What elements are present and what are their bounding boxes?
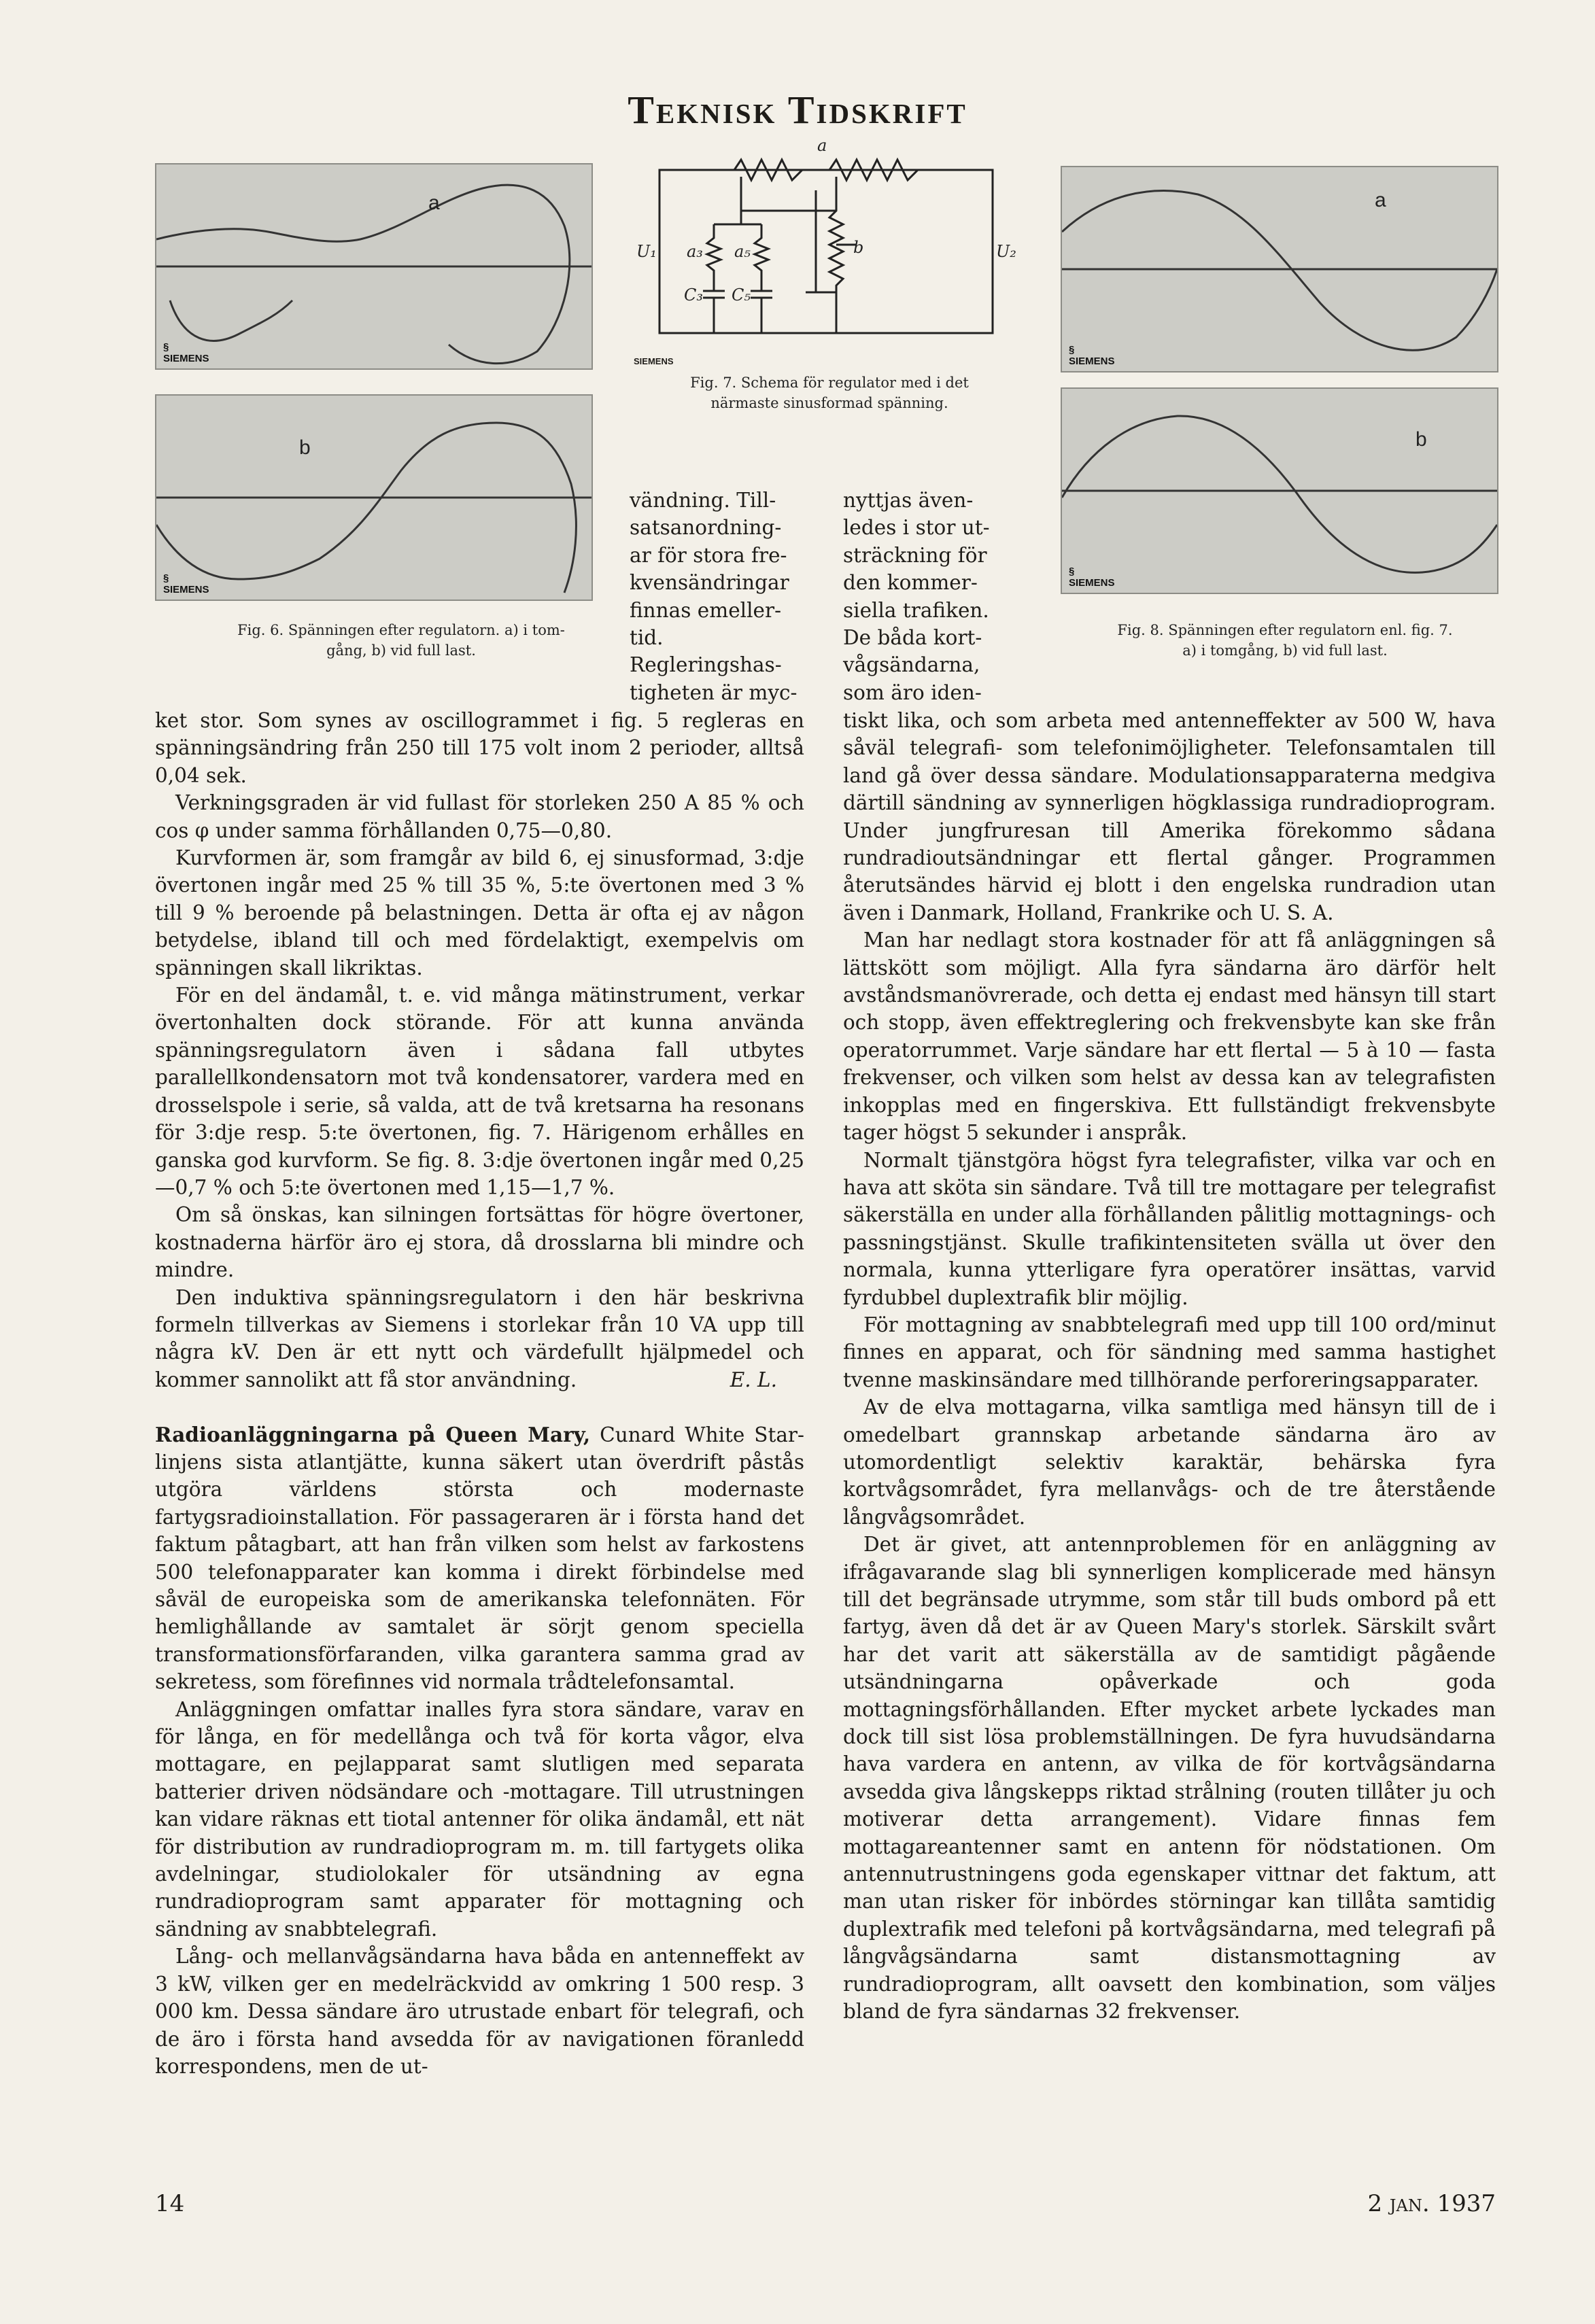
page-number: 14 [155, 2190, 185, 2217]
article-lead: Radioanläggningarna på Queen Mary, Cunard White Star-linjens sista atlantjätte, kunna säkert utan överdrift påstås utgöra världens största och modernaste fartygsradioinstallation. För passageraren är i första hand det faktum påtagbart, att han från vilken som helst av farkostens 500 telefonapparater kan komma i direkt förbindelse med såväl de europeiska som de amerikanska telefonnäten. För hemlighållande av samtalet är sörjt genom speciella transformationsförfaranden, vilka garantera samma grad av sekretess, som förefinnes vid normala trådtelefonsamtal. [155, 1422, 804, 1694]
fig7-label-a5: a₅ [734, 242, 751, 261]
siemens-logo: SIEMENS [634, 356, 674, 366]
paragraph: För mottagning av snabbtelegrafi med upp till 100 ord/minut finnes en apparat, och för sändning med samma hastighet tvenne maskinsändare med tillhörande perforeringsapparater. [843, 1313, 1496, 1391]
left-column [155, 707, 804, 2080]
siemens-logo: § SIEMENS [163, 341, 209, 364]
paragraph: Av de elva mottagarna, vilka samtliga med hänsyn till de i omedelbart grannskap arbetande sändarna äro av utomordentligt selektiv karaktär, behärska fyra kortvågsområdet, fyra mellanvågs- och de tre återstående långvågsområdet. [843, 1395, 1496, 1529]
paragraph: Den induktiva spänningsregulatorn i den här beskrivna formeln tillverkas av Siemens i storlekar från 10 VA upp till några kV. Den är ett nytt och värdefullt hjälpmedel och kommer sannolikt att få stor användning. [155, 1285, 804, 1391]
fig7-label-c3: C₃ [684, 285, 703, 305]
fig6-oscillogram-b [155, 394, 593, 601]
article-heading: Radioanläggningarna på Queen Mary, [155, 1422, 591, 1446]
fig6-oscillogram-a [155, 163, 593, 370]
left-narrow-text: vändning. Till- satsanordning- ar för stora fre- kvensändringar finnas emeller- tid. Regleringshas- tigheten är myc- [630, 489, 797, 704]
fig6-label-a: a [428, 192, 440, 214]
fig8-label-a: a [1375, 189, 1386, 211]
paragraph: Lång- och mellanvågsändarna hava båda en antenneffekt av 3 kW, vilken ger en medelräckvidd av omkring 1 500 resp. 3 000 km. Dessa sändare äro utrustade enbart för telegrafi, och de äro i första hand avsedda för av navigationen föranledd korrespondens, men de ut- [155, 1945, 804, 2078]
fig8-caption: Fig. 8. Spänningen efter regulatorn enl. fig. 7. a) i tomgång, b) vid full last. [1117, 622, 1453, 659]
fig7-label-u1: U₁ [636, 242, 657, 261]
fig7-label-c5: C₅ [732, 285, 751, 305]
paragraph: Kurvformen är, som framgår av bild 6, ej sinusformad, 3:dje övertonen ingår med 25 % till 35 %, 5:te övertonen med 3 % till 9 % beroende på belastningen. Detta är ofta ej av någon betydelse, ibland till och med fördelaktigt, exempelvis om spänningen skall likriktas. [155, 846, 804, 979]
fig7-schematic [632, 136, 1020, 381]
paragraph: Man har nedlagt stora kostnader för att få anläggningen så lättskött som möjligt. Alla fyra sändarna äro därför helt avståndsmanövrerade, och detta ej endast med hänsyn till start och stopp, även effektreglering och frekvensbyte kan ske från operatorrummet. Varje sändare har ett flertal — 5 à 10 — fasta frekvenser, och vilken som helst av dessa kan av telegrafisten inkopplas med en fingerskiva. Ett fullständigt frekvensbyte tager högst 5 sekunder i anspråk. [843, 929, 1496, 1145]
fig6-label-b: b [299, 436, 311, 459]
fig7-label-b: b [853, 238, 864, 257]
fig8-label-b: b [1416, 428, 1427, 451]
paragraph: För en del ändamål, t. e. vid många mätinstrument, verkar övertonhalten dock störande. För att kunna använda spänningsregulatorn även i sådana fall utbytes parallellkondensatorn mot två kondensatorer, vardera med en drosselspole i serie, så valda, att de två kretsarna ha resonans för 3:dje resp. 5:te övertonen, fig. 7. Härigenom erhålles en ganska god kurvform. Se fig. 8. 3:dje övertonen ingår med 0,25—0,7 % och 5:te övertonen med 1,15—1,7 %. [155, 984, 804, 1199]
fig7-label-a3: a₃ [687, 242, 703, 261]
paragraph: Anläggningen omfattar inalles fyra stora sändare, varav en för långa, en för medellånga och två för korta vågor, elva mottagare, en pejlapparat samt slutligen med separata batterier driven nödsändare och -mottagare. Till utrustningen kan vidare räknas ett tiotal antenner för olika ändamål, ett nät för distribution av rundradioprogram m. m. till fartygets olika avdelningar, studiolokaler för utsändning av egna rundradioprogram samt apparater för mottagning och sändning av snabbtelegrafi. [155, 1697, 804, 1941]
paragraph: tiskt lika, och som arbeta med antenneffekter av 500 W, hava såväl telegrafi- som telefonimöjligheter. Telefonsamtalen till land gå över dessa sändare. Modulationsapparaterna medgiva därtill sändning av synnerligen högklassiga rundradioprogram. Under jungfruresan till Amerika förekommo sådana rundradioutsändningar ett flertal gånger. Programmen återutsändes härvid ej blott i den engelska rundradion utan även i Danmark, Holland, Frankrike och U. S. A. [843, 709, 1496, 924]
right-narrow-text: nyttjas även- ledes i stor ut- sträckning för den kommer- siella trafiken. De båda kort- vågsändarna, som äro iden- [843, 489, 990, 704]
fig7-label-u2: U₂ [996, 242, 1016, 261]
signature: E. L. [730, 1368, 777, 1392]
masthead: Teknisk Tidskrift [628, 88, 967, 132]
siemens-logo: § SIEMENS [1069, 344, 1115, 367]
fig7-label-a: a [817, 136, 827, 155]
right-column [843, 707, 1496, 2026]
siemens-logo: § SIEMENS [163, 572, 209, 595]
paragraph: ket stor. Som synes av oscillogrammet i fig. 5 regleras en spänningsändring från 250 till 175 volt inom 2 perioder, alltså 0,04 sek. [155, 709, 804, 787]
fig7-caption: Fig. 7. Schema för regulator med i det närmaste sinusformad spänning. [690, 375, 969, 411]
fig8-oscillogram-b [1061, 387, 1498, 594]
paragraph: Om så önskas, kan silningen fortsättas för högre övertoner, kostnaderna härför äro ej stora, då drosslarna bli mindre och mindre. [155, 1203, 804, 1282]
siemens-logo: § SIEMENS [1069, 566, 1115, 589]
paragraph: Det är givet, att antennproblemen för en anläggning av ifrågavarande slag bli synnerligen komplicerade med hänsyn till det begränsade utrymme, som står till buds ombord på ett fartyg, även då det är av Queen Mary's storlek. Särskilt svårt har det varit att säkerställa av de samtidigt pågående utsändningarna opåverkade och goda mottagningsförhållanden. Efter mycket arbete lyckades man dock till sist lösa problemställningen. De fyra huvudsändarna hava vardera en antenn, av vilka de för kortvågsändarna avsedda giva långskepps riktad strålning (routen tillåter ju och motiverar detta arrangement). Vidare finnas fem mottagareantenner samt en antenn för nödstationen. Om antennutrustningens goda egenskaper vittnar det faktum, att man utan risker för inbördes störningar kan tillåta samtidig duplextrafik med telefoni på kortvågsändarna, med telegrafi på långvågsändarna samt distansmottagning av rundradioprogram, allt oavsett den kombination, som väljes bland de fyra sändarnas 32 frekvenser. [843, 1533, 1496, 2024]
fig8-oscillogram-a [1061, 166, 1498, 372]
fig6-caption: Fig. 6. Spänningen efter regulatorn. a) i tom- gång, b) vid full last. [237, 622, 565, 659]
paragraph: Verkningsgraden är vid fullast för storleken 250 A 85 % och cos φ under samma förhållanden 0,75—0,80. [155, 791, 804, 842]
paragraph: Normalt tjänstgöra högst fyra telegrafister, vilka var och en hava att sköta sin sändare. Två till tre mottagare per telegrafist säkerställa en under alla förhållanden pålitlig mottagnings- och passningstjänst. Skulle trafikintensiteten svälla ut över den normala, kunna ytterligare fyra operatörer insättas, varvid fyrdubbel duplextrafik blir möjlig. [843, 1148, 1496, 1309]
issue-date: 2 jan. 1937 [1367, 2190, 1496, 2217]
